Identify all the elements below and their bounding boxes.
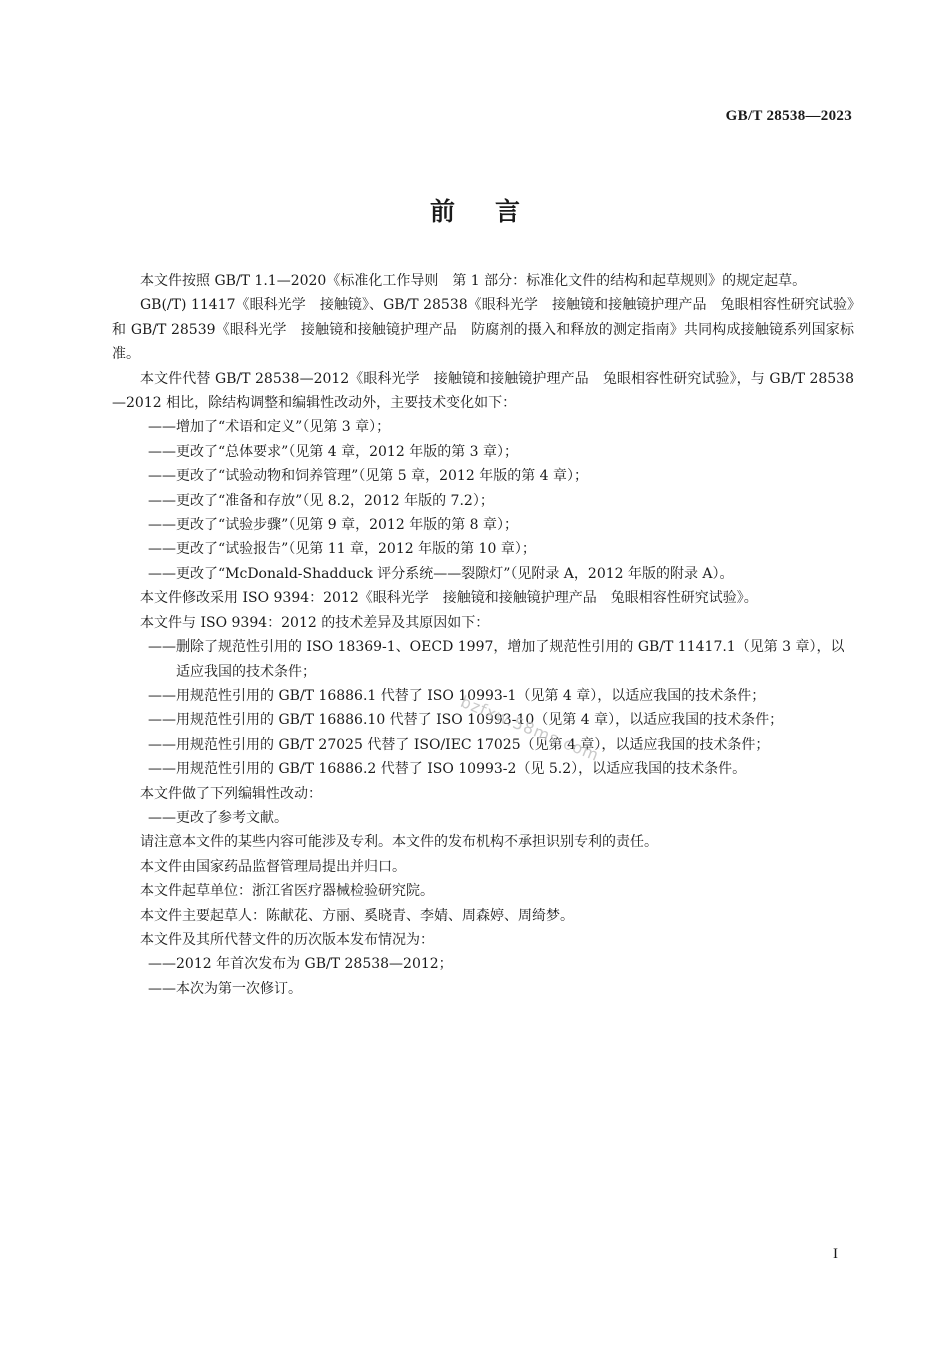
list-item: ——更改了“总体要求”（见第 4 章，2012 年版的第 3 章）；	[148, 443, 519, 460]
list-item: ——更改了“试验步骤”（见第 9 章，2012 年版的第 8 章）；	[148, 517, 519, 534]
paragraph: 请注意本文件的某些内容可能涉及专利。本文件的发布机构不承担识别专利的责任。	[140, 834, 658, 851]
list-item: ——更改了“准备和存放”（见 8.2，2012 年版的 7.2）；	[148, 492, 494, 509]
page-title: 前言	[429, 197, 560, 226]
paragraph: GB(/T) 11417《眼科光学 接触镜》、GB/T 28538《眼科光学 接触镜和接触镜护理产品 兔眼相容性研究试验》和 GB/T 28539《眼科光学 接触镜和接触镜护理产品 防腐剂的摄入和释放的测定指南》共同构成接触镜系列国家标准。	[112, 297, 854, 363]
list-item: ——删除了规范性引用的 ISO 18369-1、OECD 1997，增加了规范性引用的 GB/T 11417.1（见第 3 章），以适应我国的技术条件；	[148, 639, 845, 680]
list-item: ——2012 年首次发布为 GB/T 28538—2012；	[148, 956, 453, 973]
paragraph: 本文件修改采用 ISO 9394：2012《眼科光学 接触镜和接触镜护理产品 兔眼相容性研究试验》。	[140, 590, 758, 607]
page-number: I	[833, 1246, 838, 1262]
paragraph: 本文件主要起草人：陈献花、方丽、奚晓青、李婧、周森婷、周绮梦。	[140, 907, 574, 924]
paragraph: 本文件及其所代替文件的历次版本发布情况为：	[140, 931, 434, 948]
paragraph: 本文件由国家药品监督管理局提出并归口。	[140, 858, 406, 875]
watermark: bzfxw.58ms.com	[457, 692, 603, 766]
list-item: ——增加了“术语和定义”（见第 3 章）；	[148, 419, 391, 436]
list-item: ——更改了“试验报告”（见第 11 章，2012 年版的第 10 章）；	[148, 541, 536, 558]
list-item: ——更改了“试验动物和饲养管理”（见第 5 章，2012 年版的第 4 章）；	[148, 468, 589, 485]
list-item: ——更改了参考文献。	[148, 809, 288, 826]
list-item: ——本次为第一次修订。	[148, 980, 302, 997]
list-item: ——用规范性引用的 GB/T 16886.1 代替了 ISO 10993-1（见第 4 章），以适应我国的技术条件；	[148, 687, 766, 704]
paragraph: 本文件按照 GB/T 1.1—2020《标准化工作导则 第 1 部分：标准化文件的结构和起草规则》的规定起草。	[140, 273, 807, 289]
paragraph: 本文件做了下列编辑性改动：	[140, 785, 322, 802]
standard-number: GB/T 28538—2023	[725, 108, 852, 124]
list-item: ——用规范性引用的 GB/T 16886.2 代替了 ISO 10993-2（见 5.2），以适应我国的技术条件。	[148, 761, 747, 778]
list-item: ——用规范性引用的 GB/T 27025 代替了 ISO/IEC 17025（见第 4 章），以适应我国的技术条件；	[148, 736, 770, 753]
paragraph: 本文件起草单位：浙江省医疗器械检验研究院。	[140, 883, 434, 900]
list-item: ——用规范性引用的 GB/T 16886.10 代替了 ISO 10993-10（见第 4 章），以适应我国的技术条件；	[148, 712, 784, 729]
paragraph: 本文件代替 GB/T 28538—2012《眼科光学 接触镜和接触镜护理产品 兔眼相容性研究试验》，与 GB/T 28538—2012 相比，除结构调整和编辑性改动外，主要技术变化如下：	[112, 370, 854, 412]
foreword-body	[112, 269, 854, 1001]
paragraph: 本文件与 ISO 9394：2012 的技术差异及其原因如下：	[140, 614, 490, 631]
list-item: ——更改了“McDonald-Shadduck 评分系统——裂隙灯”（见附录 A，2012 年版的附录 A）。	[148, 565, 734, 582]
